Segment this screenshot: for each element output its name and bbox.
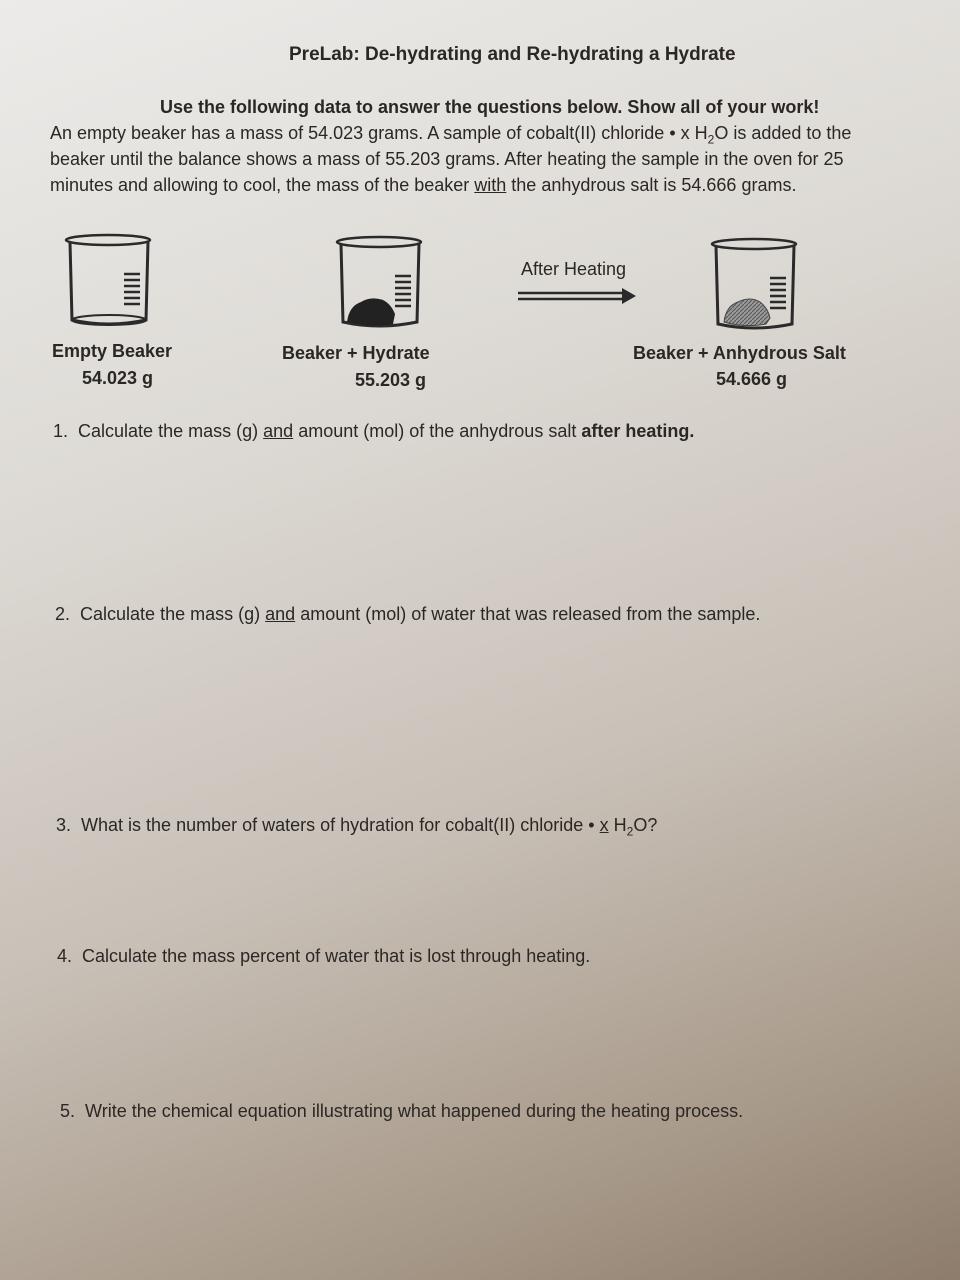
empty-beaker-icon <box>62 232 154 330</box>
right-arrow-icon <box>518 287 638 305</box>
question-text: amount (mol) of the anhydrous salt <box>298 421 577 441</box>
underlined-word: x <box>599 815 609 835</box>
bullet-dot: • <box>669 123 676 143</box>
question-1 <box>53 421 694 442</box>
paragraph-line-3 <box>50 175 796 196</box>
subscript: 2 <box>707 132 715 147</box>
hydrate-beaker-icon <box>333 234 425 332</box>
formula-text: O? <box>633 815 658 835</box>
anhydrous-beaker-mass: 54.666 g <box>716 369 788 389</box>
underlined-word: and <box>265 604 296 624</box>
question-text: amount (mol) of water that was released from the sample. <box>300 604 761 624</box>
question-number: 3. <box>56 815 72 835</box>
question-number: 5. <box>60 1101 76 1121</box>
underlined-word: and <box>263 421 294 441</box>
question-number: 1. <box>53 421 69 441</box>
bold-text: after heating. <box>581 421 695 441</box>
anhydrous-beaker-icon <box>708 236 800 334</box>
anhydrous-beaker-label: Beaker + Anhydrous Salt <box>633 343 846 363</box>
question-text: Write the chemical equation illustrating what happened during the heating process. <box>85 1101 744 1121</box>
question-3 <box>56 815 657 839</box>
hydrate-beaker-label: Beaker + Hydrate <box>282 343 430 363</box>
question-2 <box>55 604 760 625</box>
question-5 <box>60 1101 743 1122</box>
question-number: 2. <box>55 604 71 624</box>
question-text: Calculate the mass (g) <box>78 421 259 441</box>
paragraph-line-2: beaker until the balance shows a mass of 55.203 grams. After heating the sample in the oven for 25 <box>50 149 844 169</box>
question-4 <box>57 946 590 967</box>
paragraph-text: O is added to the <box>714 123 852 143</box>
arrow-caption: After Heating <box>521 259 627 279</box>
question-text: Calculate the mass percent of water that is lost through heating. <box>82 946 591 966</box>
instruction-text: Use the following data to answer the questions below. Show all of your work! <box>160 97 820 117</box>
formula-text: x H <box>680 123 708 143</box>
paragraph-line-1 <box>50 123 851 147</box>
question-number: 4. <box>57 946 73 966</box>
empty-beaker-mass: 54.023 g <box>82 368 154 388</box>
formula-text: H <box>613 815 627 835</box>
page-title: PreLab: De-hydrating and Re-hydrating a Hydrate <box>289 44 736 65</box>
bullet-dot: • <box>588 815 595 835</box>
paragraph-text: An empty beaker has a mass of 54.023 grams. A sample of cobalt(II) chloride <box>50 123 665 143</box>
question-text: Calculate the mass (g) <box>80 604 261 624</box>
hydrate-beaker-mass: 55.203 g <box>355 370 427 390</box>
paragraph-text: the anhydrous salt is 54.666 grams. <box>511 175 797 195</box>
question-text: What is the number of waters of hydration for cobalt(II) chloride <box>81 815 584 835</box>
empty-beaker-label: Empty Beaker <box>52 341 173 361</box>
underlined-word: with <box>474 175 507 195</box>
paragraph-text: minutes and allowing to cool, the mass of the beaker <box>50 175 470 195</box>
subscript: 2 <box>626 824 634 839</box>
